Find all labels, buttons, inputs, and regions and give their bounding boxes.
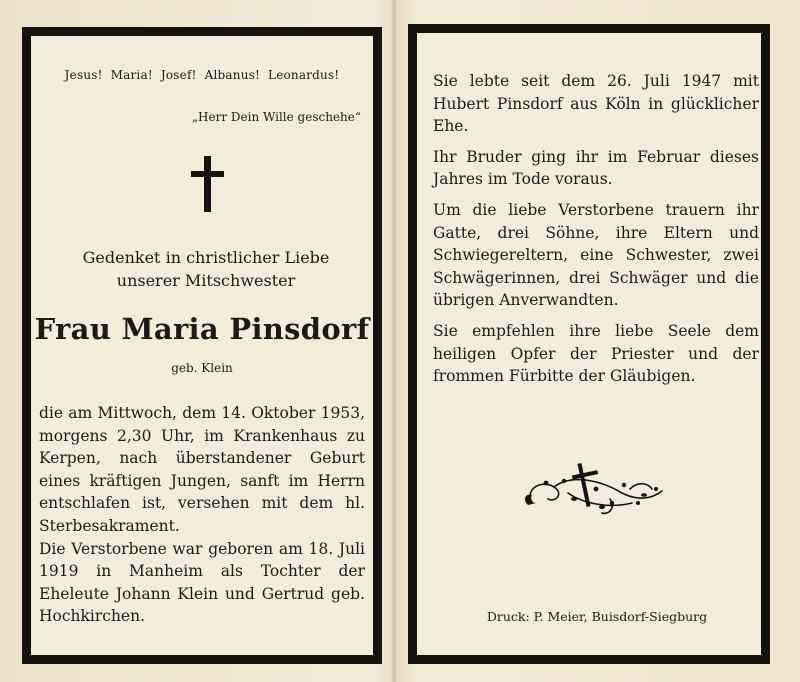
right-panel <box>408 24 770 664</box>
deceased-name: Frau Maria Pinsdorf <box>34 312 370 346</box>
commemoration <box>41 246 371 292</box>
floral-cross-ornament-icon <box>512 459 672 521</box>
card-fold <box>391 0 397 682</box>
commemoration-line-1: Gedenket in christlicher Liebe <box>82 248 330 267</box>
right-body-text <box>433 70 759 396</box>
maiden-name: geb. Klein <box>171 361 233 375</box>
marriage-paragraph: Sie lebte seit dem 26. Juli 1947 mit Hubert Pinsdorf aus Köln in glücklicher Ehe. <box>433 72 759 136</box>
saints-invocation: Jesus! Maria! Josef! Albanus! Leonardus! <box>64 68 340 82</box>
printer-imprint: Druck: P. Meier, Buisdorf-Siegburg <box>486 609 708 624</box>
commemoration-line-2: unserer Mitschwester <box>116 271 296 290</box>
prayer-paragraph: Sie empfehlen ihre liebe Seele dem heiligen Opfer der Priester und der frommen Fürbitte der Gläubigen. <box>433 321 759 386</box>
mourners-paragraph: Um die liebe Verstorbene trauern ihr Gatte, drei Söhne, ihre Eltern und Schwiegereltern, eine Schwester, zwei Schwägerinnen, drei Schwäger und die übrigen Anverwandten. <box>433 200 759 310</box>
cross-icon <box>189 156 229 216</box>
motto: „Herr Dein Wille geschehe“ <box>191 110 361 124</box>
left-body-text <box>39 402 365 628</box>
left-panel <box>22 27 382 664</box>
brother-paragraph: Ihr Bruder ging ihr im Februar dieses Jahres im Tode voraus. <box>433 147 759 189</box>
birth-paragraph: Die Verstorbene war geboren am 18. Juli 1919 in Manheim als Tochter der Eheleute Johann Klein und Gertrud geb. Hochkirchen. <box>39 539 365 626</box>
death-paragraph: die am Mittwoch, dem 14. Oktober 1953, morgens 2,30 Uhr, im Krankenhaus zu Kerpen, nach überstandener Geburt eines kräftigen Jungen, sanft im Herrn entschlafen ist, versehen mit dem hl. Sterbesakrament. <box>39 404 365 535</box>
